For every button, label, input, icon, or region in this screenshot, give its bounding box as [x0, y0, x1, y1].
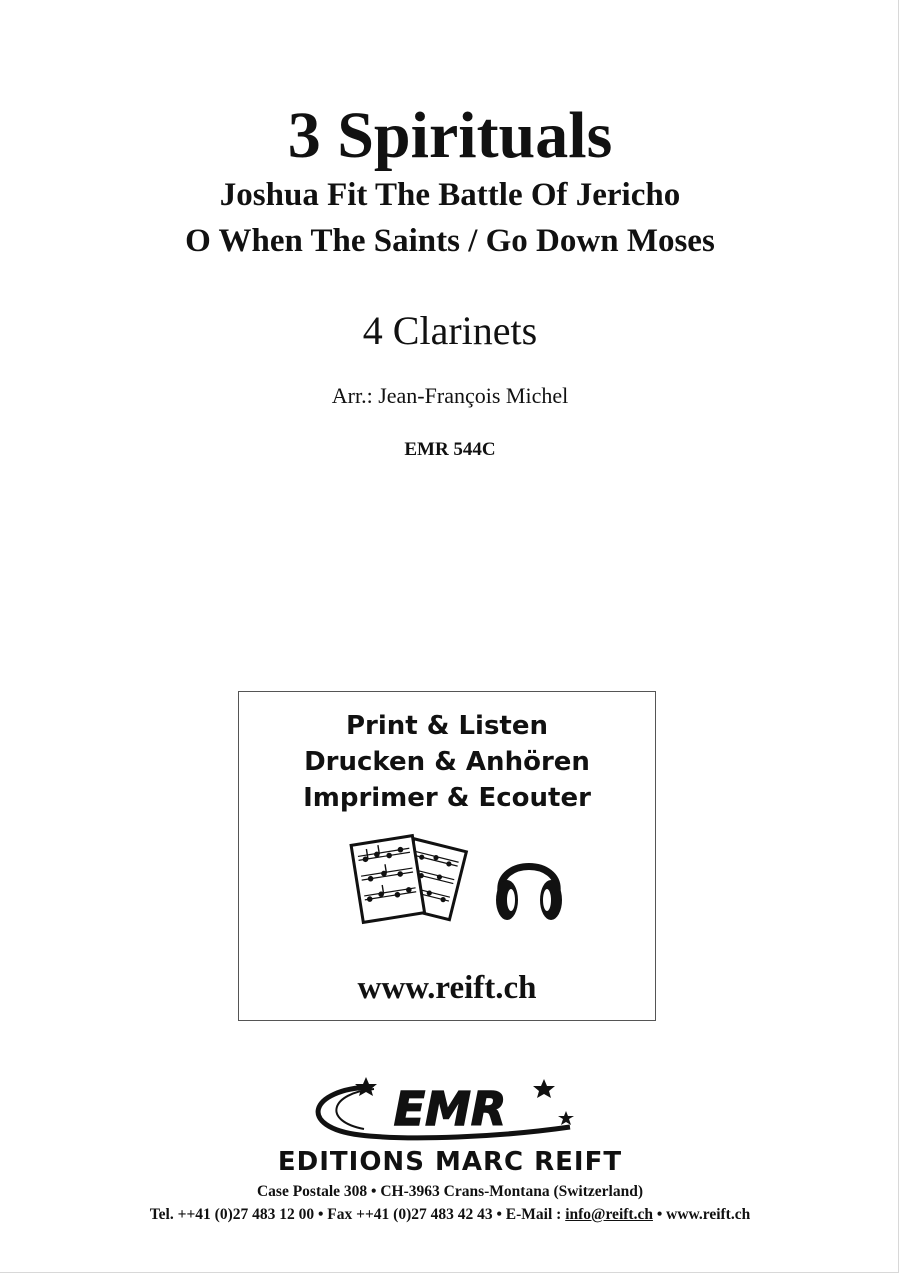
publisher-address: Case Postale 308 • CH-3963 Crans-Montana (Switzerland) — [256, 1183, 643, 1200]
print-listen-box — [238, 691, 656, 1021]
publisher-contact — [0, 1204, 900, 1226]
emr-logo-text: EMR — [393, 1082, 507, 1136]
promo-line-french: Imprimer & Ecouter — [303, 783, 591, 813]
page-title: 3 Spirituals — [287, 99, 613, 172]
promo-line-english: Print & Listen — [345, 711, 549, 741]
publisher-name: EDITIONS MARC REIFT — [277, 1147, 623, 1177]
subtitle-line-1: Joshua Fit The Battle Of Jericho — [219, 177, 681, 213]
subtitle-line-2: O When The Saints / Go Down Moses — [185, 223, 715, 259]
headphones-icon — [491, 842, 567, 926]
emr-logo — [300, 1075, 590, 1143]
catalog-number: EMR 544C — [404, 439, 496, 460]
promo-website-link[interactable]: www.reift.ch — [357, 970, 537, 1006]
sheet-music-icon — [343, 832, 473, 928]
promo-line-german: Drucken & Anhören — [304, 747, 590, 777]
contact-phone-fax: Tel. ++41 (0)27 483 12 00 • Fax ++41 (0)27 483 42 43 • E-Mail : — [149, 1206, 566, 1223]
arranger-credit: Arr.: Jean-François Michel — [331, 383, 569, 408]
instrumentation: 4 Clarinets — [362, 308, 538, 353]
contact-website[interactable]: • www.reift.ch — [652, 1206, 751, 1223]
email-link[interactable]: info@reift.ch — [565, 1206, 653, 1223]
